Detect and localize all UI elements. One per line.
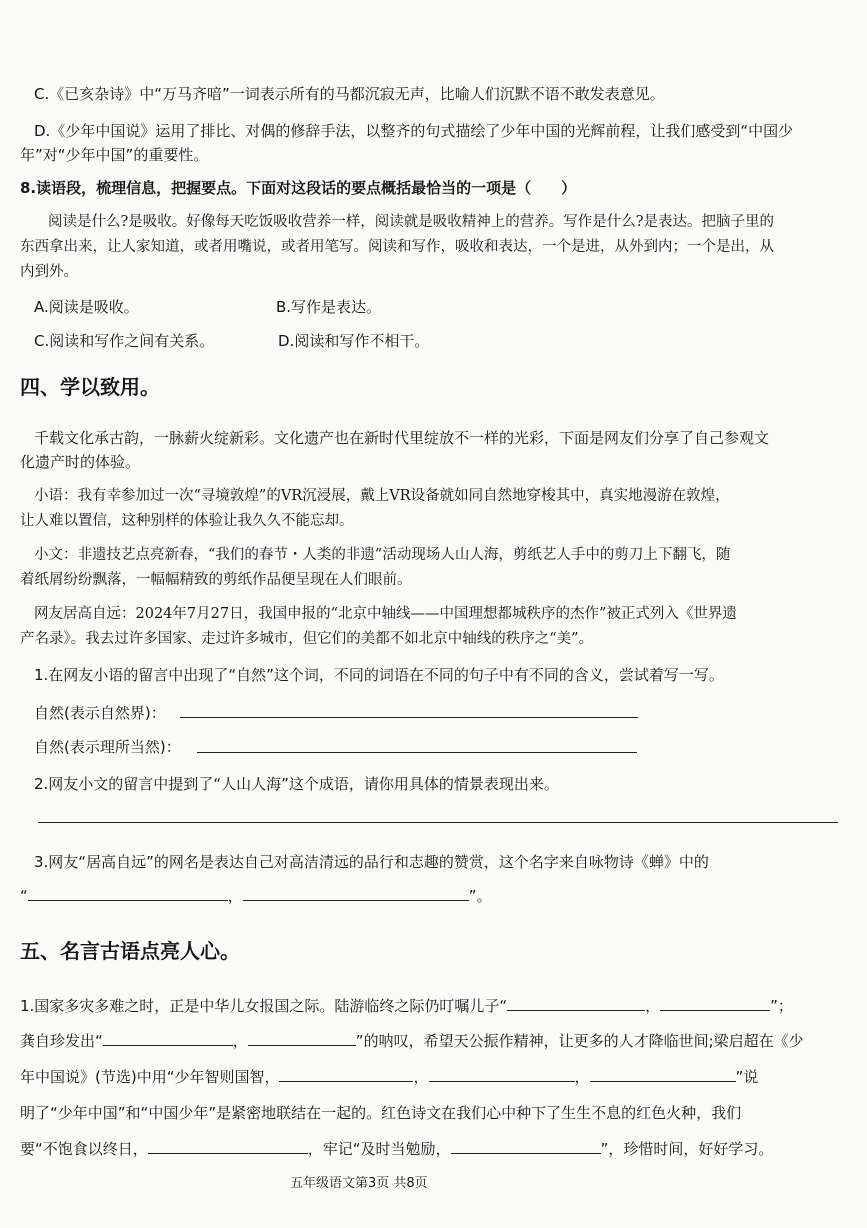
q8-option-c: C.阅读和写作之间有关系。 <box>34 332 215 350</box>
q1-answer-line-naturally[interactable] <box>197 752 637 753</box>
q3-blank-1[interactable] <box>28 886 228 901</box>
s5-l2-blank-2[interactable] <box>248 1031 356 1046</box>
s5-l3-comma-1: ， <box>413 1068 429 1086</box>
s5-l3-text-a: 年中国说》(节选)中用“少年智则国智， <box>20 1068 280 1086</box>
q7-option-d-line1: D.《少年中国说》运用了排比、对偶的修辞手法，以整齐的句式描绘了少年中国的光辉前程，让我们感受到“中国少 <box>34 122 794 140</box>
q8-passage-line3: 内到外。 <box>20 264 78 280</box>
xiaowen-line2: 着纸屑纷纷飘落，一幅幅精致的剪纸作品便呈现在人们眼前。 <box>20 572 412 588</box>
q8-option-a: A.阅读是吸收。 <box>34 298 139 316</box>
s5-l5-blank-2[interactable] <box>451 1139 601 1154</box>
s5-l3-comma-2: ， <box>574 1068 590 1086</box>
q1-label-nature: 自然(表示自然界)： <box>34 704 166 722</box>
s5-l2-text-a: 龚自珍发出“ <box>20 1032 103 1050</box>
q7-option-c: C.《已亥杂诗》中“万马齐喑”一词表示所有的马都沉寂无声，比喻人们沉默不语不敢发表意见。 <box>34 85 665 103</box>
q1-label-naturally: 自然(表示理所当然)： <box>34 738 181 756</box>
section5-line1 <box>20 996 793 1016</box>
juyuan-line1: 网友居高自远：2024年7月27日，我国申报的“北京中轴线——中国理想都城秩序的杰作”被正式列入《世界遗 <box>34 606 737 622</box>
s5-l5-text-b: ，牢记“及时当勉励， <box>307 1140 451 1158</box>
s5-l2-text-c: ”的呐叹，希望天公振作精神，让更多的人才降临世间;梁启超在《少 <box>355 1032 804 1050</box>
s5-l3-blank-1[interactable] <box>279 1067 413 1082</box>
section4-intro-line1: 千载文化承古韵，一脉薪火绽新彩。文化遗产也在新时代里绽放不一样的光彩，下面是网友们分享了自己参观文 <box>34 429 770 447</box>
section4-q1: 1.在网友小语的留言中出现了“自然”这个词，不同的词语在不同的句子中有不同的含义，尝试着写一写。 <box>34 666 724 684</box>
q8-option-b: B.写作是表达。 <box>276 298 382 316</box>
s5-l3-blank-3[interactable] <box>590 1067 736 1082</box>
s5-l3-blank-2[interactable] <box>429 1067 575 1082</box>
section5-line4: 明了“少年中国”和“中国少年”是紧密地联结在一起的。红色诗文在我们心中种下了生生不息的红色火种，我们 <box>20 1104 742 1122</box>
q3-close-quote: ”。 <box>468 887 492 905</box>
q3-open-quote: “ <box>20 887 28 905</box>
q8-stem: 8.读语段，梳理信息，把握要点。下面对这段话的要点概括最恰当的一项是（ ） <box>20 179 577 197</box>
xiaoyu-line1: 小语：我有幸参加过一次“寻境敦煌”的VR沉浸展，戴上VR设备就如同自然地穿梭其中，真实地漫游在敦煌， <box>34 488 730 504</box>
s5-l1-text-a: 1.国家多灾多难之时，正是中华儿女报国之际。陆游临终之际仍叮嘱儿子“ <box>20 997 508 1015</box>
section4-q3-line1: 3.网友“居高自远”的网名是表达自己对高洁清远的品行和志趣的赞赏，这个名字来自咏物诗《蝉》中的 <box>34 853 709 871</box>
section4-title: 四、学以致用。 <box>20 375 160 399</box>
q3-comma: ， <box>227 887 243 905</box>
section4-q2: 2.网友小文的留言中提到了“人山人海”这个成语，请你用具体的情景表现出来。 <box>34 775 559 793</box>
q3-blank-2[interactable] <box>243 886 469 901</box>
s5-l3-text-d: ”说 <box>735 1068 759 1086</box>
section5-line5 <box>20 1139 773 1159</box>
s5-l2-comma: ， <box>232 1032 248 1050</box>
s5-l5-blank-1[interactable] <box>148 1139 308 1154</box>
section4-q3-line2 <box>20 886 492 906</box>
page-footer: 五年级语文第3页 共8页 <box>290 1176 428 1191</box>
s5-l1-text-c: ”； <box>770 997 793 1015</box>
q2-answer-line[interactable] <box>38 822 838 823</box>
s5-l1-blank-2[interactable] <box>660 996 770 1011</box>
section4-intro-line2: 化遗产时的体验。 <box>20 453 141 471</box>
s5-l2-blank-1[interactable] <box>103 1031 233 1046</box>
s5-l1-blank-1[interactable] <box>507 996 645 1011</box>
s5-l5-text-c: ”，珍惜时间，好好学习。 <box>600 1140 774 1158</box>
q8-passage-line2: 东西拿出来，让人家知道，或者用嘴说，或者用笔写。阅读和写作，吸收和表达，一个是进，从外到内；一个是出，从 <box>20 239 774 255</box>
section5-line3 <box>20 1067 758 1087</box>
xiaowen-line1: 小文：非遗技艺点亮新春，“我们的春节・人类的非遗”活动现场人山人海，剪纸艺人手中的剪刀上下翻飞，随 <box>34 547 731 563</box>
xiaoyu-line2: 让人难以置信，这种别样的体验让我久久不能忘却。 <box>20 513 354 529</box>
q1-answer-line-nature[interactable] <box>180 717 638 718</box>
section5-title: 五、名言古语点亮人心。 <box>20 939 240 963</box>
s5-l1-comma: ， <box>645 997 661 1015</box>
q7-option-d-line2: 年”对“少年中国”的重要性。 <box>20 146 209 164</box>
s5-l5-text-a: 要“不饱食以终日， <box>20 1140 148 1158</box>
section5-line2 <box>20 1031 804 1051</box>
juyuan-line2: 产名录》。我去过许多国家、走过许多城市，但它们的美都不如北京中轴线的秩序之“美”。 <box>20 631 594 647</box>
q8-option-d: D.阅读和写作不相干。 <box>278 332 430 350</box>
q8-passage-line1: 阅读是什么?是吸收。好像每天吃饭吸收营养一样，阅读就是吸收精神上的营养。写作是什么?是表达。把脑子里的 <box>48 214 775 230</box>
